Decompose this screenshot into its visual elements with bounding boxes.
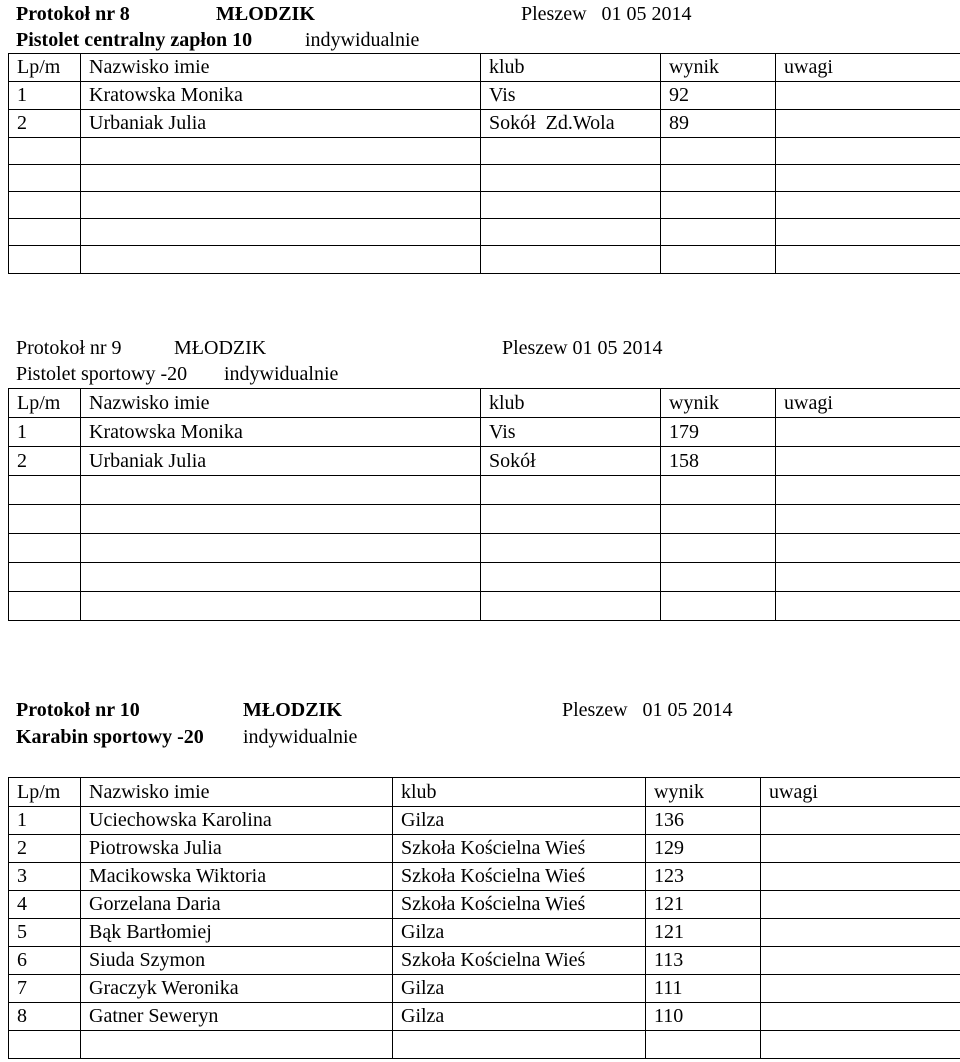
event-type: indywidualnie xyxy=(243,726,358,748)
cell-club xyxy=(481,165,661,192)
cell-name xyxy=(81,592,481,621)
cell-name xyxy=(81,138,481,165)
protocol-8-event xyxy=(16,27,956,53)
cell-name: Graczyk Weronika xyxy=(81,975,393,1003)
protocol-10-event xyxy=(16,724,956,750)
cell-result xyxy=(661,165,776,192)
header-name: Nazwisko imie xyxy=(81,389,481,418)
cell-lp xyxy=(9,192,81,219)
cell-club xyxy=(393,1031,646,1059)
table-row xyxy=(9,863,960,891)
protocol-10-table xyxy=(8,777,960,1059)
cell-club xyxy=(481,534,661,563)
cell-club: Gilza xyxy=(393,919,646,947)
cell-club xyxy=(481,246,661,274)
table-row xyxy=(9,975,960,1003)
table-row xyxy=(9,835,960,863)
table-row xyxy=(9,592,960,621)
table-row xyxy=(9,192,960,219)
header-club: klub xyxy=(393,778,646,807)
cell-result xyxy=(661,246,776,274)
cell-club xyxy=(481,219,661,246)
cell-lp: 2 xyxy=(9,835,81,863)
header-name: Nazwisko imie xyxy=(81,54,481,82)
cell-notes xyxy=(761,919,960,947)
event-name: Pistolet centralny zapłon 10 xyxy=(16,29,253,51)
cell-name xyxy=(81,246,481,274)
cell-result: 121 xyxy=(646,891,761,919)
table-row xyxy=(9,138,960,165)
table-header-row xyxy=(9,54,960,82)
header-lp: Lp/m xyxy=(9,389,81,418)
event-type: indywidualnie xyxy=(305,29,420,51)
cell-notes xyxy=(776,110,960,138)
cell-name xyxy=(81,165,481,192)
table-row xyxy=(9,534,960,563)
cell-result: 113 xyxy=(646,947,761,975)
cell-lp: 3 xyxy=(9,863,81,891)
cell-lp xyxy=(9,563,81,592)
cell-lp: 1 xyxy=(9,418,81,447)
table-row xyxy=(9,919,960,947)
cell-notes xyxy=(776,82,960,110)
cell-notes xyxy=(776,418,960,447)
cell-result xyxy=(661,192,776,219)
cell-notes xyxy=(761,891,960,919)
cell-result: 136 xyxy=(646,807,761,835)
cell-notes xyxy=(776,447,960,476)
cell-notes xyxy=(761,947,960,975)
cell-notes xyxy=(761,1031,960,1059)
cell-lp: 1 xyxy=(9,82,81,110)
table-row xyxy=(9,447,960,476)
cell-result: 89 xyxy=(661,110,776,138)
cell-club: Szkoła Kościelna Wieś xyxy=(393,835,646,863)
cell-result xyxy=(661,563,776,592)
cell-result xyxy=(646,1031,761,1059)
event-name: Pistolet sportowy -20 xyxy=(16,363,188,385)
cell-club: Szkoła Kościelna Wieś xyxy=(393,863,646,891)
protocol-title: Protokoł nr 10 xyxy=(16,699,140,721)
cell-lp: 5 xyxy=(9,919,81,947)
cell-club xyxy=(481,563,661,592)
cell-lp xyxy=(9,476,81,505)
cell-name: Piotrowska Julia xyxy=(81,835,393,863)
cell-club: Vis xyxy=(481,418,661,447)
header-notes: uwagi xyxy=(776,54,960,82)
cell-name: Urbaniak Julia xyxy=(81,447,481,476)
cell-club: Vis xyxy=(481,82,661,110)
protocol-category: MŁODZIK xyxy=(243,699,342,721)
protocol-9-header xyxy=(16,335,956,361)
cell-name: Siuda Szymon xyxy=(81,947,393,975)
cell-name xyxy=(81,563,481,592)
cell-club xyxy=(481,192,661,219)
table-row xyxy=(9,219,960,246)
cell-name: Kratowska Monika xyxy=(81,82,481,110)
protocol-place-date: Pleszew 01 05 2014 xyxy=(562,699,733,721)
header-result: wynik xyxy=(661,54,776,82)
protocol-9-event xyxy=(16,361,956,387)
cell-club: Sokół Zd.Wola xyxy=(481,110,661,138)
cell-name xyxy=(81,192,481,219)
table-row xyxy=(9,1031,960,1059)
cell-result xyxy=(661,592,776,621)
cell-club xyxy=(481,592,661,621)
header-name: Nazwisko imie xyxy=(81,778,393,807)
header-notes: uwagi xyxy=(776,389,960,418)
cell-name: Kratowska Monika xyxy=(81,418,481,447)
cell-lp xyxy=(9,246,81,274)
table-row xyxy=(9,505,960,534)
table-row xyxy=(9,947,960,975)
cell-name: Urbaniak Julia xyxy=(81,110,481,138)
table-row xyxy=(9,807,960,835)
cell-club: Szkoła Kościelna Wieś xyxy=(393,891,646,919)
protocol-title: Protokoł nr 9 xyxy=(16,337,122,359)
event-type: indywidualnie xyxy=(224,363,339,385)
header-lp: Lp/m xyxy=(9,778,81,807)
cell-lp: 1 xyxy=(9,807,81,835)
cell-notes xyxy=(776,505,960,534)
cell-notes xyxy=(761,863,960,891)
cell-result xyxy=(661,138,776,165)
table-row xyxy=(9,476,960,505)
header-result: wynik xyxy=(646,778,761,807)
cell-lp xyxy=(9,505,81,534)
cell-result: 111 xyxy=(646,975,761,1003)
cell-lp: 6 xyxy=(9,947,81,975)
header-lp: Lp/m xyxy=(9,54,81,82)
cell-notes xyxy=(776,246,960,274)
cell-result xyxy=(661,476,776,505)
cell-notes xyxy=(776,192,960,219)
protocol-title: Protokoł nr 8 xyxy=(16,3,130,25)
cell-club: Sokół xyxy=(481,447,661,476)
cell-notes xyxy=(776,476,960,505)
protocol-10-header xyxy=(16,697,956,723)
cell-notes xyxy=(761,807,960,835)
cell-club xyxy=(481,505,661,534)
cell-club: Szkoła Kościelna Wieś xyxy=(393,947,646,975)
cell-notes xyxy=(761,975,960,1003)
protocol-category: MŁODZIK xyxy=(174,337,267,359)
table-row xyxy=(9,891,960,919)
cell-lp xyxy=(9,219,81,246)
cell-result: 110 xyxy=(646,1003,761,1031)
cell-result: 179 xyxy=(661,418,776,447)
cell-lp: 8 xyxy=(9,1003,81,1031)
cell-lp xyxy=(9,138,81,165)
protocol-place-date: Pleszew 01 05 2014 xyxy=(502,337,663,359)
cell-name: Gorzelana Daria xyxy=(81,891,393,919)
cell-club xyxy=(481,476,661,505)
table-header-row xyxy=(9,778,960,807)
table-row xyxy=(9,418,960,447)
table-row xyxy=(9,246,960,274)
protocol-category: MŁODZIK xyxy=(216,3,315,25)
cell-notes xyxy=(776,165,960,192)
cell-result: 123 xyxy=(646,863,761,891)
cell-name xyxy=(81,505,481,534)
cell-name xyxy=(81,534,481,563)
cell-notes xyxy=(776,534,960,563)
cell-club: Gilza xyxy=(393,1003,646,1031)
cell-lp: 7 xyxy=(9,975,81,1003)
table-row xyxy=(9,563,960,592)
header-club: klub xyxy=(481,54,661,82)
table-header-row xyxy=(9,389,960,418)
protocol-place-date: Pleszew 01 05 2014 xyxy=(521,3,692,25)
table-row xyxy=(9,110,960,138)
cell-lp: 4 xyxy=(9,891,81,919)
cell-notes xyxy=(776,138,960,165)
cell-lp: 2 xyxy=(9,110,81,138)
cell-name xyxy=(81,1031,393,1059)
cell-notes xyxy=(761,835,960,863)
protocol-8-header xyxy=(16,1,956,27)
cell-result: 121 xyxy=(646,919,761,947)
cell-name xyxy=(81,476,481,505)
cell-notes xyxy=(776,592,960,621)
cell-lp xyxy=(9,1031,81,1059)
cell-name: Bąk Bartłomiej xyxy=(81,919,393,947)
cell-lp xyxy=(9,534,81,563)
cell-lp: 2 xyxy=(9,447,81,476)
cell-name: Uciechowska Karolina xyxy=(81,807,393,835)
cell-lp xyxy=(9,592,81,621)
cell-notes xyxy=(776,563,960,592)
header-club: klub xyxy=(481,389,661,418)
cell-club: Gilza xyxy=(393,807,646,835)
cell-result xyxy=(661,505,776,534)
cell-club: Gilza xyxy=(393,975,646,1003)
cell-result: 158 xyxy=(661,447,776,476)
cell-notes xyxy=(761,1003,960,1031)
cell-club xyxy=(481,138,661,165)
cell-lp xyxy=(9,165,81,192)
cell-result: 92 xyxy=(661,82,776,110)
table-row xyxy=(9,82,960,110)
event-name: Karabin sportowy -20 xyxy=(16,726,204,748)
cell-result xyxy=(661,534,776,563)
protocol-9-table xyxy=(8,388,960,621)
header-result: wynik xyxy=(661,389,776,418)
cell-result xyxy=(661,219,776,246)
cell-name: Gatner Seweryn xyxy=(81,1003,393,1031)
cell-name: Macikowska Wiktoria xyxy=(81,863,393,891)
protocol-8-table xyxy=(8,53,960,274)
cell-result: 129 xyxy=(646,835,761,863)
table-row xyxy=(9,1003,960,1031)
table-row xyxy=(9,165,960,192)
cell-notes xyxy=(776,219,960,246)
cell-name xyxy=(81,219,481,246)
header-notes: uwagi xyxy=(761,778,960,807)
